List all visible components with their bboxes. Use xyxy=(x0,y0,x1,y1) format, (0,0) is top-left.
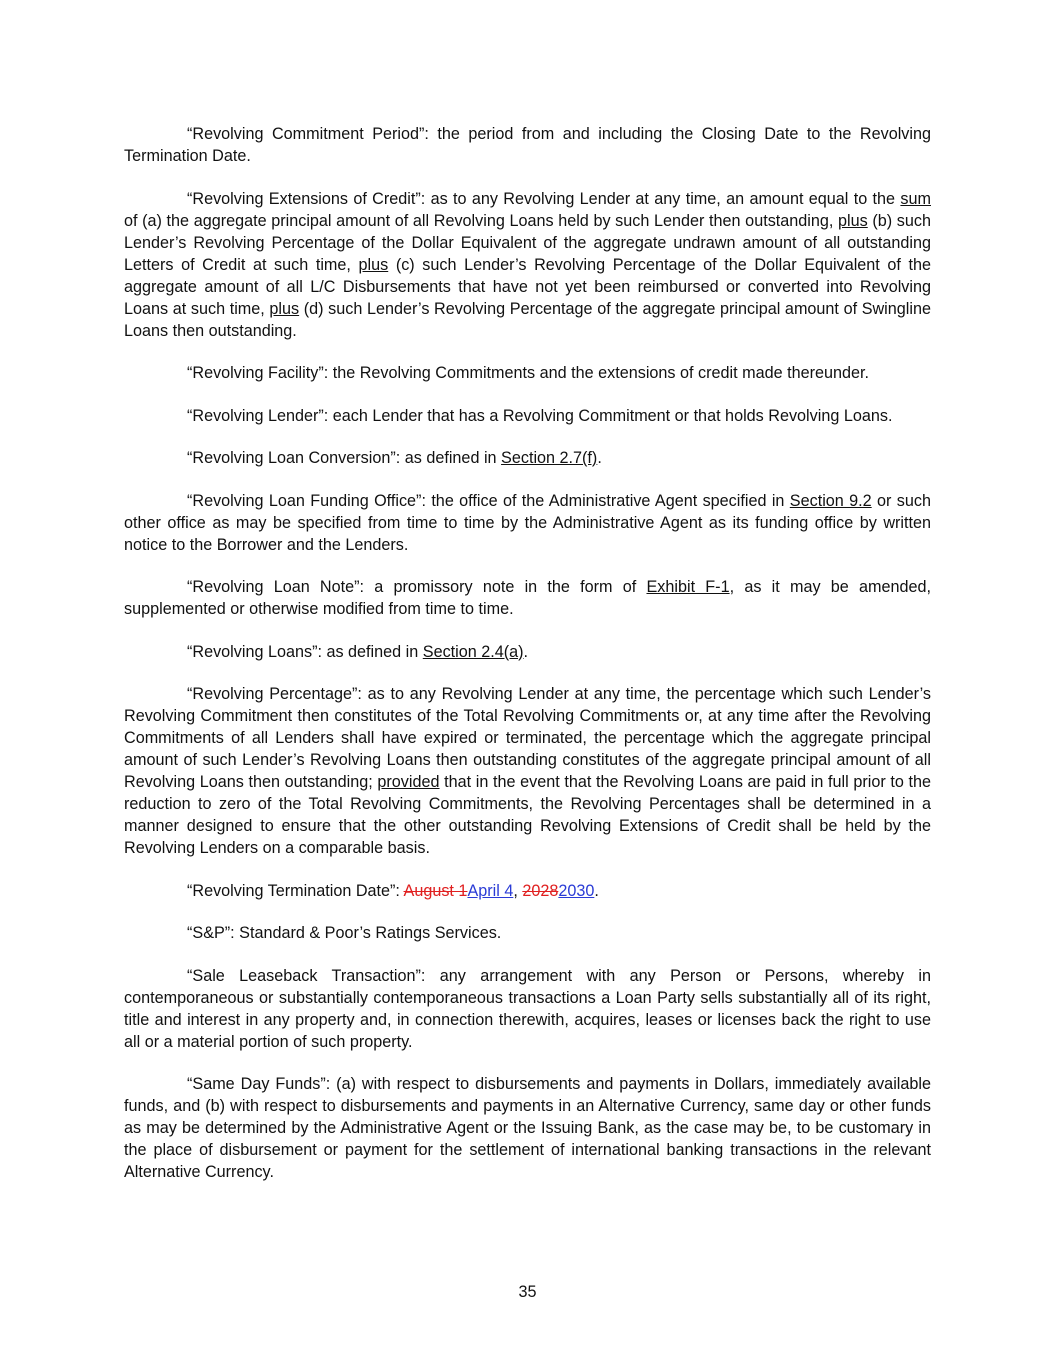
text-segment: (c) such Lender’s Revolving Percentage of the Dollar Equivalent of the aggregate amount of all L/C Disbursements that have not yet been reimbursed or converted into Revolving Loans at such time, xyxy=(124,255,931,318)
text-segment: (b) such Lender’s Revolving Percentage of the Dollar Equivalent of the aggregate undrawn amount of all outstanding Letters of Credit at such time, xyxy=(124,211,931,274)
underlined-term: plus xyxy=(358,255,389,274)
text-segment: “Revolving Lender”: each Lender that has a Revolving Commitment or that holds Revolving Loans. xyxy=(187,406,893,425)
definition-paragraph xyxy=(124,188,931,342)
text-segment: “Revolving Extensions of Credit”: as to any Revolving Lender at any time, an amount equal to the xyxy=(187,189,901,208)
text-segment: . xyxy=(597,449,602,467)
section-reference: Section 2.7(f) xyxy=(501,449,598,467)
text-segment: of (a) the aggregate principal amount of all Revolving Loans held by such Lender then outstanding, xyxy=(124,211,839,230)
page-number: 35 xyxy=(518,1283,537,1301)
text-segment: “Revolving Facility”: the Revolving Commitments and the extensions of credit made thereunder. xyxy=(187,364,869,382)
text-segment: “Revolving Loan Note”: a promissory note in the form of xyxy=(187,578,647,596)
underlined-term: sum xyxy=(900,189,931,208)
text-segment: . xyxy=(523,642,529,661)
text-segment: “Revolving Percentage”: as to any Revolving Lender at any time, the percentage which such Lender’s Revolving Commitment then constitutes of the Total Revolving Commitments or, at any time after the Revolving Commitments of all Lenders shall have expired or terminated, the percentage which the aggregate principal amount of such Lender’s Revolving Loans then outstanding constitutes of the aggregate principal amount of all Revolving Loans then outstanding; xyxy=(124,685,931,791)
text-segment: . xyxy=(594,881,599,900)
text-segment: “Revolving Loan Conversion”: as defined in xyxy=(187,449,502,467)
text-segment: “Revolving Loans”: as defined in xyxy=(187,642,423,661)
text-segment: “S&P”: Standard & Poor’s Ratings Services. xyxy=(187,924,502,942)
definition-paragraph xyxy=(124,1073,931,1183)
definition-paragraph xyxy=(124,362,931,384)
text-segment: “Same Day Funds”: (a) with respect to disbursements and payments in Dollars, immediately available funds, and (b) with respect to disbursements and payments in an Alternative Currency, same day or other funds as may be determined by the Administrative Agent or the Issuing Bank, as the case may be, to be customary in the place of disbursement or payment for the settlement of international banking transactions in the relevant Alternative Currency. xyxy=(124,1075,931,1181)
inserted-text: 2030 xyxy=(558,881,595,900)
deleted-text: 2028 xyxy=(522,881,559,900)
inserted-text: April 4 xyxy=(467,881,514,900)
underlined-term: plus xyxy=(838,211,868,230)
text-segment: or such other office as may be specified from time to time by the Administrative Agent as its funding office by written notice to the Borrower and the Lenders. xyxy=(124,491,931,554)
text-segment: “Sale Leaseback Transaction”: any arrangement with any Person or Persons, whereby in contemporaneous or substantially contemporaneous transactions a Loan Party sells substantially all of its right, title and interest in any property and, in connection therewith, acquires, leases or licenses back the right to use all or a material portion of such property. xyxy=(124,966,931,1051)
section-reference: Section 9.2 xyxy=(789,491,872,510)
definition-paragraph xyxy=(124,965,931,1053)
definition-paragraph xyxy=(124,641,931,663)
definition-paragraph xyxy=(124,683,931,859)
section-reference: Section 2.4(a) xyxy=(422,642,524,661)
underlined-term: plus xyxy=(269,299,300,318)
definition-paragraph xyxy=(124,490,931,556)
definition-paragraph xyxy=(124,922,931,944)
definition-paragraph xyxy=(124,880,931,902)
text-segment: , as it may be amended, supplemented or otherwise modified from time to time. xyxy=(124,578,932,618)
document-body xyxy=(124,123,931,1204)
text-segment: “Revolving Termination Date”: xyxy=(187,881,404,900)
deleted-text: August 1 xyxy=(403,881,468,900)
text-segment: (d) such Lender’s Revolving Percentage of the aggregate principal amount of Swingline Loans then outstanding. xyxy=(124,299,931,340)
exhibit-reference: Exhibit F-1 xyxy=(646,578,730,596)
text-segment: , xyxy=(513,881,523,900)
text-segment: “Revolving Commitment Period”: the period from and including the Closing Date to the Revolving Termination Date. xyxy=(124,125,931,165)
definition-paragraph xyxy=(124,405,931,427)
definition-paragraph xyxy=(124,576,931,620)
underlined-term: provided xyxy=(377,773,440,791)
text-segment: “Revolving Loan Funding Office”: the office of the Administrative Agent specified in xyxy=(187,491,790,510)
definition-paragraph xyxy=(124,447,931,469)
definition-paragraph xyxy=(124,123,931,167)
text-segment: that in the event that the Revolving Loans are paid in full prior to the reduction to zero of the Total Revolving Commitments, the Revolving Percentages shall be determined in a manner designed to ensure that the other outstanding Revolving Extensions of Credit shall be held by the Revolving Lenders on a comparable basis. xyxy=(124,773,931,857)
